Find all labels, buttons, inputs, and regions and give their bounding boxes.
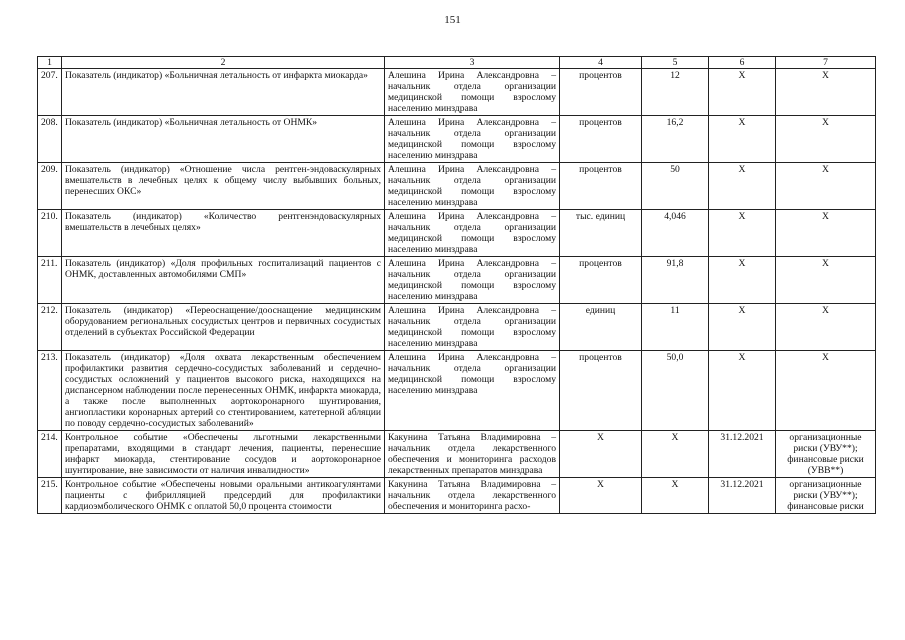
row-risk: Х: [776, 304, 876, 351]
table-row: [38, 431, 876, 478]
row-value: 91,8: [642, 257, 709, 304]
row-date: Х: [709, 69, 776, 116]
row-value: 50,0: [642, 351, 709, 431]
row-date: 31.12.2021: [709, 431, 776, 478]
row-risk: Х: [776, 351, 876, 431]
row-unit: процентов: [560, 163, 642, 210]
row-unit: процентов: [560, 351, 642, 431]
row-risk: Х: [776, 163, 876, 210]
table-row: [38, 478, 876, 514]
table-row: [38, 163, 876, 210]
column-header: 6: [709, 57, 776, 69]
row-unit: Х: [560, 431, 642, 478]
row-responsible: Алешина Ирина Александровна – начальник отдела организации медицинской помощи взрослому населению минздрава: [385, 116, 560, 163]
row-name: Показатель (индикатор) «Отношение числа рентген-эндоваскулярных вмешательств в лечебных целях к общему числу выбывших больных, перенесших ОКС»: [62, 163, 385, 210]
row-unit: единиц: [560, 304, 642, 351]
row-date: Х: [709, 304, 776, 351]
column-header: 5: [642, 57, 709, 69]
table-row: [38, 351, 876, 431]
column-header: 4: [560, 57, 642, 69]
table-row: [38, 257, 876, 304]
row-responsible: Алешина Ирина Александровна – начальник отдела организации медицинской помощи взрослому населению минздрава: [385, 210, 560, 257]
row-name: Показатель (индикатор) «Доля профильных госпитализаций пациентов с ОНМК, доставленных автомобилями СМП»: [62, 257, 385, 304]
row-unit: Х: [560, 478, 642, 514]
page-number: 151: [444, 14, 461, 26]
row-date: Х: [709, 116, 776, 163]
row-value: 50: [642, 163, 709, 210]
row-name: Контрольное событие «Обеспечены новыми оральными антикоагулянтами пациенты с фибрилляцией предсердий для профилактики кардиоэмболического ОНМК с оплатой 50,0 процента стоимости: [62, 478, 385, 514]
row-date: Х: [709, 257, 776, 304]
row-number: 208.: [38, 116, 62, 163]
row-responsible: Какунина Татьяна Владимировна – начальник отдела лекарственного обеспечения и мониторинга расходов лекарственных препаратов минздрава: [385, 431, 560, 478]
row-name: Показатель (индикатор) «Переоснащение/дооснащение медицинским оборудованием региональных сосудистых центров и первичных сосудистых отделений в субъектах Российской Федерации: [62, 304, 385, 351]
row-responsible: Алешина Ирина Александровна – начальник отдела организации медицинской помощи взрослому населению минздрава: [385, 69, 560, 116]
row-responsible: Алешина Ирина Александровна – начальник отдела организации медицинской помощи взрослому населению минздрава: [385, 257, 560, 304]
table-row: [38, 69, 876, 116]
row-responsible: Какунина Татьяна Владимировна – начальник отдела лекарственного обеспечения и мониторинга расхо-: [385, 478, 560, 514]
row-value: 11: [642, 304, 709, 351]
row-name: Показатель (индикатор) «Доля охвата лекарственным обеспечением профилактики развития сердечно-сосудистых заболеваний и сердечно-сосудистых осложнений у пациентов высокого риска, находящихся на диспансерном наблюдении после перенесенных ОНМК, инфаркта миокарда, а также после выполненных аортокоронарного шунтирования, ангиопластики коронарных артерий со стентированием, катетерной абляции по поводу сердечно-сосудистых заболеваний»: [62, 351, 385, 431]
column-header: 3: [385, 57, 560, 69]
row-unit: процентов: [560, 69, 642, 116]
row-date: Х: [709, 210, 776, 257]
row-value: 16,2: [642, 116, 709, 163]
row-number: 215.: [38, 478, 62, 514]
column-header: 2: [62, 57, 385, 69]
row-risk: Х: [776, 210, 876, 257]
row-number: 211.: [38, 257, 62, 304]
row-risk: Х: [776, 257, 876, 304]
row-name: Показатель (индикатор) «Больничная летальность от инфаркта миокарда»: [62, 69, 385, 116]
row-number: 213.: [38, 351, 62, 431]
row-unit: процентов: [560, 116, 642, 163]
table-row: [38, 304, 876, 351]
row-name: Показатель (индикатор) «Количество рентгенэндоваскулярных вмешательств в лечебных целях»: [62, 210, 385, 257]
row-unit: тыс. единиц: [560, 210, 642, 257]
row-responsible: Алешина Ирина Александровна – начальник отдела организации медицинской помощи взрослому населению минздрава: [385, 351, 560, 431]
row-number: 212.: [38, 304, 62, 351]
row-date: 31.12.2021: [709, 478, 776, 514]
row-number: 207.: [38, 69, 62, 116]
measures-table: [37, 56, 876, 514]
row-name: Контрольное событие «Обеспечены льготными лекарственными препаратами, входящими в стандарт лечения, пациенты, перенесшие инфаркт миокарда, стентирование сосудов и аортокоронарное шунтирование, вне зависимости от наличия инвалидности»: [62, 431, 385, 478]
row-name: Показатель (индикатор) «Больничная летальность от ОНМК»: [62, 116, 385, 163]
row-value: 4,046: [642, 210, 709, 257]
row-value: Х: [642, 478, 709, 514]
table-row: [38, 116, 876, 163]
header-row: [38, 57, 876, 69]
row-number: 210.: [38, 210, 62, 257]
row-risk: организационные риски (УВУ**); финансовые риски (УВВ**): [776, 431, 876, 478]
row-number: 209.: [38, 163, 62, 210]
column-header: 1: [38, 57, 62, 69]
row-number: 214.: [38, 431, 62, 478]
row-risk: организационные риски (УВУ**); финансовые риски: [776, 478, 876, 514]
table-body: [38, 69, 876, 514]
row-responsible: Алешина Ирина Александровна – начальник отдела организации медицинской помощи взрослому населению минздрава: [385, 163, 560, 210]
row-risk: Х: [776, 69, 876, 116]
row-date: Х: [709, 163, 776, 210]
row-risk: Х: [776, 116, 876, 163]
row-unit: процентов: [560, 257, 642, 304]
column-header: 7: [776, 57, 876, 69]
table-row: [38, 210, 876, 257]
row-date: Х: [709, 351, 776, 431]
row-value: Х: [642, 431, 709, 478]
row-value: 12: [642, 69, 709, 116]
row-responsible: Алешина Ирина Александровна – начальник отдела организации медицинской помощи взрослому населению минздрава: [385, 304, 560, 351]
